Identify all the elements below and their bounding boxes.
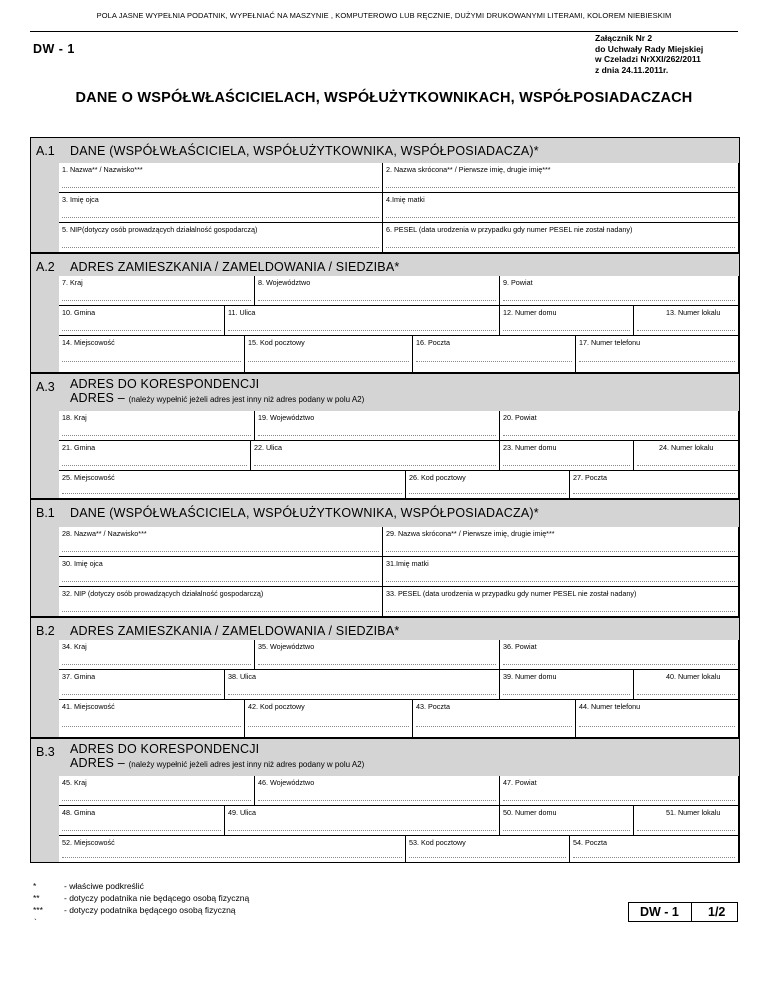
- fill-line: [637, 830, 735, 831]
- page-title: DANE O WSPÓŁWŁAŚCICIELACH, WSPÓŁUŻYTKOWNIKACH, WSPÓŁPOSIADACZACH: [75, 90, 693, 106]
- field-label: 17. Numer telefonu: [579, 338, 641, 347]
- field-label: 50. Numer domu: [503, 808, 557, 817]
- field-label: 18. Kraj: [62, 413, 87, 422]
- field-label: 23. Numer domu: [503, 443, 557, 452]
- section-id: A.1: [36, 144, 55, 158]
- section-note: (należy wypełnić jeżeli adres jest inny niż adres podany w polu A2): [128, 760, 365, 769]
- field-30[interactable]: [59, 557, 383, 587]
- field-33[interactable]: [383, 587, 739, 617]
- field-4[interactable]: [383, 193, 739, 223]
- field-38[interactable]: [225, 670, 500, 700]
- field-label: 48. Gmina: [62, 808, 96, 817]
- fill-line: [258, 300, 496, 301]
- field-label: 28. Nazwa** / Nazwisko***: [62, 529, 147, 538]
- field-49[interactable]: [225, 806, 500, 836]
- field-47[interactable]: [500, 776, 739, 806]
- field-label: 20. Powiat: [503, 413, 537, 422]
- field-label: 11. Ulica: [228, 308, 256, 317]
- fill-line: [258, 800, 496, 801]
- fill-line: [228, 330, 496, 331]
- attachment-line: do Uchwały Rady Miejskiej: [595, 43, 704, 54]
- fill-line: [62, 830, 221, 831]
- field-37[interactable]: [59, 670, 225, 700]
- section-title: ADRES ZAMIESZKANIA / ZAMELDOWANIA / SIEDZIBA*: [70, 260, 400, 274]
- field-19[interactable]: [255, 411, 500, 441]
- fill-line: [386, 187, 735, 188]
- field-label: 5. NIP(dotyczy osób prowadzących działalność gospodarczą): [62, 225, 258, 234]
- field-label: 36. Powiat: [503, 642, 537, 651]
- field-label: 43. Poczta: [416, 702, 450, 711]
- section-title: ADRES ZAMIESZKANIA / ZAMELDOWANIA / SIEDZIBA*: [70, 624, 400, 638]
- field-label: 37. Gmina: [62, 672, 96, 681]
- footer-divider: [691, 902, 692, 922]
- field-8[interactable]: [255, 276, 500, 306]
- fill-line: [386, 247, 735, 248]
- field-label: 4.Imię matki: [386, 195, 425, 204]
- field-21[interactable]: [59, 441, 251, 471]
- field-24[interactable]: [634, 441, 739, 471]
- section-title-2: ADRES – (należy wypełnić jeżeli adres jest inny niż adres podany w polu A2): [70, 756, 365, 770]
- field-label: 26. Kod pocztowy: [409, 473, 466, 482]
- field-label: 25. Miejscowość: [62, 473, 115, 482]
- attachment-line: w Czeladzi NrXXI/262/2011: [595, 54, 701, 64]
- field-label: 42. Kod pocztowy: [248, 702, 305, 711]
- section-a2: [30, 253, 740, 373]
- footer-form-code: DW - 1: [640, 905, 679, 919]
- field-17[interactable]: [576, 336, 739, 373]
- footnote-text: - dotyczy podatnika nie będącego osobą fizyczną: [64, 893, 250, 903]
- fill-line: [62, 217, 379, 218]
- field-48[interactable]: [59, 806, 225, 836]
- field-26[interactable]: [406, 471, 570, 499]
- field-45[interactable]: [59, 776, 255, 806]
- fill-line: [62, 664, 251, 665]
- fill-line: [62, 694, 221, 695]
- field-28[interactable]: [59, 527, 383, 557]
- fill-line: [503, 435, 735, 436]
- field-label: 12. Numer domu: [503, 308, 557, 317]
- field-label: 52. Miejscowość: [62, 838, 115, 847]
- fill-line: [503, 800, 735, 801]
- fill-line: [62, 800, 251, 801]
- fill-line: [62, 726, 241, 727]
- field-label: 44. Numer telefonu: [579, 702, 641, 711]
- field-label: 49. Ulica: [228, 808, 256, 817]
- field-label: 45. Kraj: [62, 778, 87, 787]
- field-39[interactable]: [500, 670, 634, 700]
- field-label: 31.Imię matki: [386, 559, 429, 568]
- field-34[interactable]: [59, 640, 255, 670]
- footnote-mark: ***: [33, 905, 43, 915]
- fill-line: [386, 611, 735, 612]
- field-1[interactable]: [59, 163, 383, 193]
- field-label: 54. Poczta: [573, 838, 607, 847]
- footnote-mark: `: [34, 917, 37, 927]
- field-label: 53. Kod pocztowy: [409, 838, 466, 847]
- field-43[interactable]: [413, 700, 576, 738]
- field-label: 30. Imię ojca: [62, 559, 103, 568]
- field-label: 38. Ulica: [228, 672, 256, 681]
- field-20[interactable]: [500, 411, 739, 441]
- fill-line: [258, 435, 496, 436]
- fill-line: [62, 435, 251, 436]
- field-25[interactable]: [59, 471, 406, 499]
- field-16[interactable]: [413, 336, 576, 373]
- fill-line: [409, 493, 566, 494]
- section-id: B.1: [36, 506, 55, 520]
- fill-line: [573, 493, 735, 494]
- section-title-2: ADRES – (należy wypełnić jeżeli adres jest inny niż adres podany w polu A2): [70, 391, 365, 405]
- fill-line: [258, 664, 496, 665]
- field-6[interactable]: [383, 223, 739, 253]
- section-b1: [30, 499, 740, 617]
- field-42[interactable]: [245, 700, 413, 738]
- field-13[interactable]: [634, 306, 739, 336]
- fill-line: [579, 361, 735, 362]
- section-title: ADRES DO KORESPONDENCJI: [70, 742, 260, 756]
- field-29[interactable]: [383, 527, 739, 557]
- section-b2: [30, 617, 740, 738]
- section-note: (należy wypełnić jeżeli adres jest inny niż adres podany w polu A2): [128, 395, 365, 404]
- field-label: 10. Gmina: [62, 308, 96, 317]
- fill-line: [573, 857, 735, 858]
- field-label: 47. Powiat: [503, 778, 537, 787]
- fill-line: [62, 493, 402, 494]
- field-9[interactable]: [500, 276, 739, 306]
- fill-line: [637, 330, 735, 331]
- fill-line: [503, 694, 630, 695]
- field-label: 39. Numer domu: [503, 672, 557, 681]
- field-52[interactable]: [59, 836, 406, 863]
- fill-line: [416, 726, 572, 727]
- field-label: 7. Kraj: [62, 278, 83, 287]
- fill-line: [228, 694, 496, 695]
- section-title: DANE (WSPÓŁWŁAŚCICIELA, WSPÓŁUŻYTKOWNIKA, WSPÓŁPOSIADACZA)*: [70, 144, 539, 158]
- field-label: 41. Miejscowość: [62, 702, 115, 711]
- field-label: 32. NIP (dotyczy osób prowadzących działalność gospodarczą): [62, 589, 264, 598]
- field-27[interactable]: [570, 471, 739, 499]
- field-7[interactable]: [59, 276, 255, 306]
- field-label: 46. Województwo: [258, 778, 315, 787]
- field-53[interactable]: [406, 836, 570, 863]
- field-label: 35. Województwo: [258, 642, 315, 651]
- field-label: 19. Województwo: [258, 413, 315, 422]
- field-51[interactable]: [634, 806, 739, 836]
- field-label: 29. Nazwa skrócona** / Pierwsze imię, drugie imię***: [386, 529, 555, 538]
- fill-line: [579, 726, 735, 727]
- section-id: B.3: [36, 745, 55, 759]
- footnote-text: - właściwe podkreślić: [64, 881, 144, 891]
- field-36[interactable]: [500, 640, 739, 670]
- fill-line: [503, 465, 630, 466]
- field-2[interactable]: [383, 163, 739, 193]
- fill-line: [386, 217, 735, 218]
- footnote-text: - dotyczy podatnika będącego osobą fizyczną: [64, 905, 236, 915]
- field-label: 51. Numer lokalu: [666, 808, 721, 817]
- fill-instruction: POLA JASNE WYPEŁNIA PODATNIK, WYPEŁNIAĆ NA MASZYNIE , KOMPUTEROWO LUB RĘCZNIE, DUŻYMI DRUKOWANYMI LITERAMI, KOLOREM NIEBIESKIM: [96, 11, 672, 20]
- field-23[interactable]: [500, 441, 634, 471]
- fill-line: [386, 581, 735, 582]
- section-a3: [30, 373, 740, 499]
- fill-line: [409, 857, 566, 858]
- fill-line: [503, 300, 735, 301]
- field-label: 16. Poczta: [416, 338, 450, 347]
- fill-line: [254, 465, 496, 466]
- section-b3: [30, 738, 740, 863]
- footnote-mark: *: [33, 881, 37, 891]
- fill-line: [62, 857, 402, 858]
- field-label: 3. Imię ojca: [62, 195, 99, 204]
- field-3[interactable]: [59, 193, 383, 223]
- field-22[interactable]: [251, 441, 500, 471]
- fill-line: [416, 361, 572, 362]
- section-title: ADRES DO KORESPONDENCJI: [70, 377, 260, 391]
- field-32[interactable]: [59, 587, 383, 617]
- fill-line: [248, 726, 409, 727]
- fill-line: [62, 551, 379, 552]
- field-label: 1. Nazwa** / Nazwisko***: [62, 165, 143, 174]
- field-label: 40. Numer lokalu: [666, 672, 721, 681]
- fill-line: [248, 361, 409, 362]
- field-label: 22. Ulica: [254, 443, 282, 452]
- fill-line: [62, 611, 379, 612]
- field-14[interactable]: [59, 336, 245, 373]
- field-18[interactable]: [59, 411, 255, 441]
- fill-line: [503, 330, 630, 331]
- fill-line: [637, 465, 735, 466]
- field-label: 6. PESEL (data urodzenia w przypadku gdy numer PESEL nie został nadany): [386, 225, 633, 234]
- field-label: 34. Kraj: [62, 642, 87, 651]
- field-label: 13. Numer lokalu: [666, 308, 721, 317]
- field-31[interactable]: [383, 557, 739, 587]
- field-label: 15. Kod pocztowy: [248, 338, 305, 347]
- fill-line: [62, 581, 379, 582]
- fill-line: [228, 830, 496, 831]
- field-label: 27. Poczta: [573, 473, 607, 482]
- fill-line: [62, 465, 247, 466]
- attachment-line: z dnia 24.11.2011r.: [595, 64, 669, 75]
- fill-line: [62, 361, 241, 362]
- section-id: B.2: [36, 624, 55, 638]
- field-15[interactable]: [245, 336, 413, 373]
- field-label: 9. Powiat: [503, 278, 533, 287]
- section-a1: [30, 137, 740, 253]
- section-id: A.2: [36, 260, 55, 274]
- field-label: 33. PESEL (data urodzenia w przypadku gdy numer PESEL nie został nadany): [386, 589, 637, 598]
- field-label: 2. Nazwa skrócona** / Pierwsze imię, drugie imię***: [386, 165, 551, 174]
- fill-line: [503, 830, 630, 831]
- fill-line: [62, 247, 379, 248]
- field-label: 14. Miejscowość: [62, 338, 115, 347]
- field-44[interactable]: [576, 700, 739, 738]
- fill-line: [62, 187, 379, 188]
- fill-line: [503, 664, 735, 665]
- attachment-line: Załącznik Nr 2: [595, 33, 653, 43]
- field-10[interactable]: [59, 306, 225, 336]
- page-number: 1/2: [708, 905, 726, 919]
- field-5[interactable]: [59, 223, 383, 253]
- fill-line: [386, 551, 735, 552]
- field-12[interactable]: [500, 306, 634, 336]
- attachment-note: [595, 33, 703, 75]
- footnote-mark: **: [33, 893, 40, 903]
- field-40[interactable]: [634, 670, 739, 700]
- fill-line: [62, 300, 251, 301]
- field-label: 24. Numer lokalu: [659, 443, 714, 452]
- field-label: 8. Województwo: [258, 278, 311, 287]
- section-id: A.3: [36, 380, 55, 394]
- field-35[interactable]: [255, 640, 500, 670]
- field-46[interactable]: [255, 776, 500, 806]
- form-code: DW - 1: [33, 42, 75, 56]
- header-rule: [30, 31, 738, 32]
- section-title: DANE (WSPÓŁWŁAŚCICIELA, WSPÓŁUŻYTKOWNIKA, WSPÓŁPOSIADACZA)*: [70, 506, 539, 520]
- field-50[interactable]: [500, 806, 634, 836]
- field-11[interactable]: [225, 306, 500, 336]
- field-label: 21. Gmina: [62, 443, 96, 452]
- fill-line: [637, 694, 735, 695]
- field-54[interactable]: [570, 836, 739, 863]
- field-41[interactable]: [59, 700, 245, 738]
- fill-line: [62, 330, 221, 331]
